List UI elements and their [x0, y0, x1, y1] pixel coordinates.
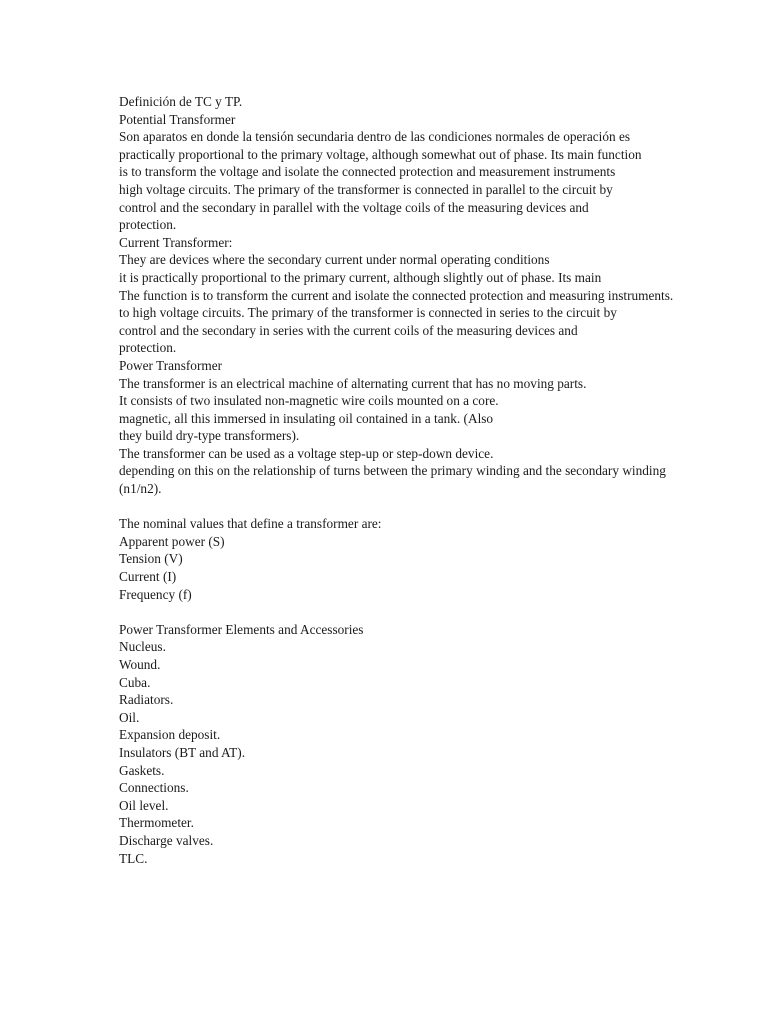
- paragraph-line: depending on this on the relationship of turns between the primary winding and the secondary winding: [119, 463, 666, 479]
- list-item: Nucleus.: [119, 639, 166, 655]
- paragraph-line: they build dry-type transformers).: [119, 428, 300, 444]
- list-item: Oil level.: [119, 797, 169, 813]
- paragraph-line: protection.: [119, 217, 177, 233]
- list-item: Tension (V): [119, 551, 183, 567]
- paragraph-line: is to transform the voltage and isolate the connected protection and measurement instruments: [119, 164, 616, 180]
- blank-line: [119, 603, 739, 621]
- paragraph-line: magnetic, all this immersed in insulating oil contained in a tank. (Also: [119, 410, 494, 426]
- paragraph-line: to high voltage circuits. The primary of the transformer is connected in series to the circuit by: [119, 305, 617, 321]
- list-item: Radiators.: [119, 692, 174, 708]
- list-item: Thermometer.: [119, 815, 194, 831]
- list-item: Current (I): [119, 569, 177, 585]
- paragraph-line: (n1/n2).: [119, 481, 162, 497]
- section-power-transformer: [119, 357, 739, 498]
- paragraph-line: control and the secondary in series with the current coils of the measuring devices and: [119, 322, 578, 338]
- paragraph-line: The transformer can be used as a voltage step-up or step-down device.: [119, 445, 494, 461]
- section-elements-accessories: [119, 621, 739, 867]
- section-heading: Current Transformer:: [119, 234, 233, 250]
- paragraph-line: The function is to transform the current and isolate the connected protection and measuring instruments.: [119, 287, 674, 303]
- paragraph-line: They are devices where the secondary current under normal operating conditions: [119, 252, 550, 268]
- section-heading: Power Transformer Elements and Accessories: [119, 621, 364, 637]
- section-heading: Potential Transformer: [119, 111, 236, 127]
- list-item: TLC.: [119, 850, 148, 866]
- section-potential-transformer: [119, 111, 739, 234]
- list-item: Apparent power (S): [119, 533, 225, 549]
- list-item: Wound.: [119, 657, 161, 672]
- list-item: Frequency (f): [119, 586, 192, 602]
- paragraph-line: protection.: [119, 340, 177, 356]
- section-current-transformer: [119, 234, 739, 357]
- list-item: Oil.: [119, 709, 140, 725]
- list-item: Discharge valves.: [119, 832, 214, 848]
- list-item: Gaskets.: [119, 762, 165, 778]
- document-title: Definición de TC y TP.: [119, 94, 243, 109]
- section-nominal-values: [119, 515, 739, 603]
- list-item: Cuba.: [119, 674, 151, 690]
- paragraph-line: control and the secondary in parallel with the voltage coils of the measuring devices and: [119, 199, 589, 215]
- nominal-values-intro: The nominal values that define a transformer are:: [119, 516, 382, 532]
- paragraph-line: It consists of two insulated non-magnetic wire coils mounted on a core.: [119, 393, 499, 409]
- section-heading: Power Transformer: [119, 357, 223, 373]
- paragraph-line: high voltage circuits. The primary of the transformer is connected in parallel to the circuit by: [119, 181, 613, 197]
- document-page: [119, 93, 739, 867]
- paragraph-line: Son aparatos en donde la tensión secundaria dentro de las condiciones normales de operación es: [119, 129, 631, 145]
- blank-line: [119, 498, 739, 516]
- list-item: Connections.: [119, 780, 189, 796]
- paragraph-line: The transformer is an electrical machine of alternating current that has no moving parts.: [119, 375, 587, 391]
- paragraph-line: practically proportional to the primary voltage, although somewhat out of phase. Its main function: [119, 146, 642, 162]
- paragraph-line: it is practically proportional to the primary current, although slightly out of phase. Its main: [119, 269, 602, 285]
- list-item: Expansion deposit.: [119, 727, 221, 743]
- list-item: Insulators (BT and AT).: [119, 744, 246, 760]
